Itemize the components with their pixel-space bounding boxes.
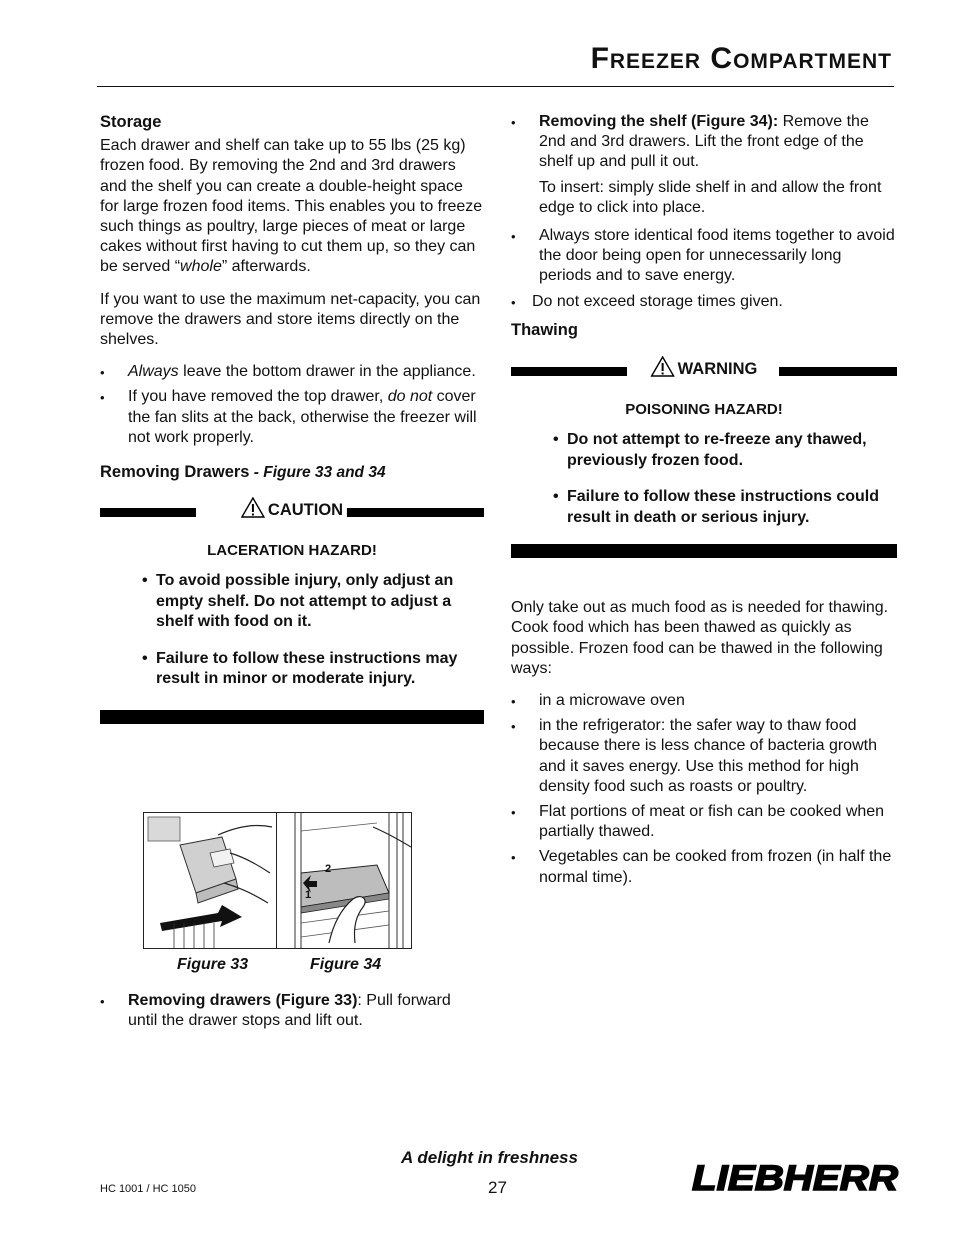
thawing-heading: Thawing [511,320,578,339]
warning-footer-bar [511,544,897,558]
drawer-removal-illustration [144,813,277,948]
list-item: • Do not exceed storage times given. [511,292,897,312]
liebherr-logo-icon [690,1158,900,1196]
removing-drawers-heading [100,462,484,483]
caution-label-text: CAUTION [267,501,344,520]
storage-p1-start: Each drawer and shelf can take up to 55 lbs (25 kg) frozen food. By removing the 2nd and 3rd drawers and the shelf you can create a double-height space for large frozen food items. This enables you to freeze such things as poultry, large pieces of meat or large cakes without first having to cut them up, so they can be served “ [100,137,483,276]
list-item: • Always store identical food items together to avoid the door being open for unnecessarily long periods and to save energy. [511,226,897,287]
store-list [511,226,897,287]
figure-34-image [276,812,412,949]
list-item: • To avoid possible injury, only adjust an empty shelf. Do not attempt to adjust a shelf with food on it. [142,571,484,633]
header-rule [97,86,894,87]
poisoning-hazard: POISONING HAZARD! [625,401,783,419]
remove-drawers-note [100,991,484,1041]
liebherr-logo [690,1158,900,1196]
list-item: • Flat portions of meat or fish can be cooked when partially thawed. [511,802,897,842]
laceration-hazard: LACERATION HAZARD! [207,542,377,560]
remove-drawers-bold: Removing drawers (Figure 33) [128,992,358,1009]
figure-33-caption: Figure 33 [177,956,249,973]
warning-bar-left [511,367,627,376]
left-column [100,112,484,724]
model-number: HC 1001 / HC 1050 [100,1183,196,1195]
caution-box [100,503,484,724]
list-item [100,362,484,382]
warning-triangle-icon [241,497,265,518]
bullet2-end: cover the fan slits at the back, otherwise the freezer will not work properly. [128,388,477,446]
bullet2-start: If you have removed the top drawer, [128,388,388,406]
removing-heading-text: Removing Drawers [100,463,250,482]
figure-33-image [143,812,278,949]
page-number: 27 [488,1178,507,1197]
remove-drawers-text: : Pull forward until the drawer stops and lift out. [128,992,451,1030]
caution-bar-left [100,508,196,517]
warning-label-text: WARNING [677,360,758,379]
list-item: • in a microwave oven [511,691,897,711]
list-item: • Do not attempt to re-freeze any thawed, previously frozen food. [553,430,897,471]
right-column [511,112,897,898]
shelf-list [511,112,897,173]
warning-triangle-icon [651,356,675,377]
warning-box [511,362,897,558]
storage-p1-italic: whole [180,258,222,276]
remove-drawers-list [100,991,484,1031]
do-not-italic: do not [387,388,433,406]
list-item: • Failure to follow these instructions could result in death or serious injury. [553,487,897,528]
list-item: • Vegetables can be cooked from frozen (in half the normal time). [511,847,897,887]
shelf-text: Remove the 2nd and 3rd drawers. Lift the front edge of the shelf up and pull it out. [539,113,869,171]
warning-bar-right [779,367,897,376]
page-title: Freezer Compartment [590,42,892,75]
list-item: • in the refrigerator: the safer way to thaw food because there is less chance of bacteria growth and it saves energy. Use this method for high density food such as roasts or poultry. [511,716,897,797]
list-item [100,991,484,1031]
warning-header [511,360,897,379]
warning-label [647,356,762,379]
removing-heading-ref: - Figure 33 and 34 [249,464,386,482]
storage-paragraph-1 [100,136,484,277]
list-item [100,387,484,448]
shelf-bold: Removing the shelf (Figure 34): [539,113,779,130]
warning-list [511,430,897,528]
storage-heading: Storage [100,113,162,131]
footer-slogan: A delight in freshness [401,1148,578,1167]
shelf-removal-illustration [277,813,411,948]
thaw-intro: Only take out as much food as is needed for thawing. Cook food which has been thawed as quickly as possible. Frozen food can be thawed in the following ways: [511,599,889,677]
list-item [511,112,897,173]
caution-footer-bar [100,710,484,724]
svg-text:LIEBHERR: LIEBHERR [692,1159,899,1196]
caution-list [100,571,484,690]
bullet1-text: leave the bottom drawer in the appliance. [178,363,476,381]
figure-34-caption: Figure 34 [310,956,382,973]
list-item: • Failure to follow these instructions may result in minor or moderate injury. [142,649,484,690]
figure-34-step-1: 1 [305,889,312,901]
storage-bullets [100,362,484,448]
caution-bar-right [334,508,484,517]
insert-text: To insert: simply slide shelf in and allow the front edge to click into place. [539,178,882,216]
exceed-list [511,292,897,312]
storage-p1-end: ” afterwards. [221,258,311,276]
storage-paragraph-2: If you want to use the maximum net-capacity, you can remove the drawers and store items directly on the shelves. [100,290,481,349]
caution-label [237,497,347,520]
always-italic: Always [128,363,179,381]
thaw-list [511,691,897,888]
caution-header [100,501,484,520]
figure-34-step-2: 2 [325,863,332,875]
